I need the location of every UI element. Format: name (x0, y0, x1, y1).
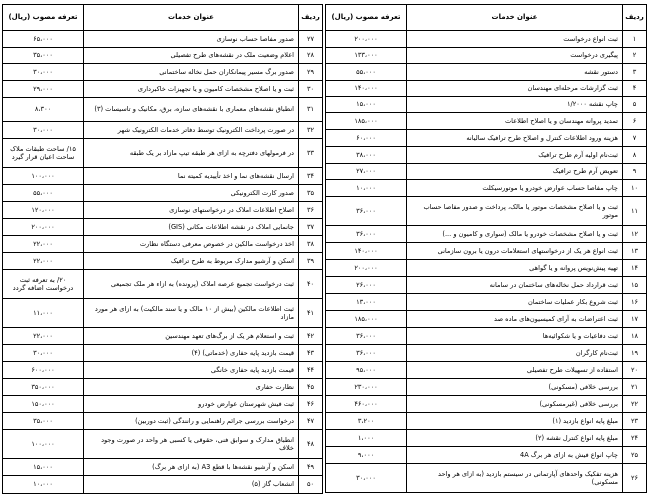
header-row-number: ردیف (622, 5, 646, 30)
service-title: صدور برگ مسیر پیمانکاران حمل نخاله ساختمانی (83, 64, 298, 80)
table-row (326, 430, 646, 447)
row-number: ۸ (622, 147, 646, 163)
table-row (326, 130, 646, 147)
service-title: بررسی خلافی (غیرمسکونی) (406, 396, 622, 412)
approved-fee: ۵۵،۰۰۰ (356, 67, 376, 76)
approved-fee: ۳،۲۰۰ (357, 416, 375, 425)
table-row (326, 311, 646, 328)
service-title: ثبت فیش شهرستان عوارض خودرو (83, 396, 298, 412)
row-number: ۵ (622, 97, 646, 112)
approved-fee: ۱۳۳،۰۰۰ (354, 51, 378, 60)
table-row (3, 476, 322, 493)
service-title: انشعاب گاز (۵) (83, 476, 298, 493)
approved-fee: ۱۸۵،۰۰۰ (354, 314, 378, 323)
approved-fee: ۱۵،۰۰۰ (356, 100, 376, 109)
row-number: ۵۰ (298, 476, 322, 493)
header-service-title: عنوان خدمات (406, 5, 622, 30)
approved-fee: ۳۶،۰۰۰ (356, 331, 376, 340)
service-title: ثبت درخواست تجمیع عرصه املاک (پرونده) به ازاء هر ملک تجمیعی (83, 270, 298, 298)
service-title: تهیه پیش‌نویس پروانه و یا گواهی (406, 260, 622, 276)
service-title: دستور نقشه (406, 64, 622, 80)
header-approved-fee: تعرفه مصوب (ریال) (8, 13, 78, 22)
table-row (3, 236, 322, 253)
table-row (326, 31, 646, 48)
row-number: ۲۵ (622, 447, 646, 463)
approved-fee: ۲۹،۰۰۰ (33, 84, 53, 93)
service-title: اخذ درخواست مالکین در خصوص معرفی دستگاه نظارت (83, 236, 298, 252)
table-row (326, 328, 646, 345)
service-title: چاپ مفاصا حساب عوارض خودرو یا موتورسیکلت (406, 180, 622, 196)
approved-fee: ۲۳۰،۰۰۰ (354, 382, 378, 391)
table-row (3, 31, 322, 48)
table-row (326, 48, 646, 64)
table-row (326, 180, 646, 197)
approved-fee: ۶۰،۰۰۰ (356, 133, 376, 142)
table-row (326, 447, 646, 464)
table-header (326, 5, 646, 31)
table-row (3, 219, 322, 236)
service-title: ارسال نقشه‌های نما و اخذ تأییدیه کمیته نما (83, 168, 298, 184)
approved-fee: ۲۲،۰۰۰ (33, 239, 53, 248)
approved-fee: ۳۰،۰۰۰ (356, 473, 376, 482)
row-number: ۳۹ (298, 253, 322, 269)
row-number: ۴۸ (298, 430, 322, 458)
table-row (326, 81, 646, 97)
service-title: ثبت شروع بکار عملیات ساختمان (406, 294, 622, 310)
row-number: ۲۱ (622, 379, 646, 395)
row-number: ۲۲ (622, 396, 646, 412)
service-title: اسکن و آرشیو مدارک مربوط به طرح ترافیک (83, 253, 298, 269)
row-number: ۲۹ (298, 64, 322, 80)
row-number: ۲ (622, 48, 646, 63)
service-title: در فرمولهای دفترچه به ازای هر طبقه تیپ مازاد بر یک طبقه (83, 139, 298, 167)
table-row (3, 202, 322, 219)
table-row (3, 459, 322, 476)
approved-fee: ۱۵۰،۰۰۰ (31, 399, 55, 408)
service-title: چاپ نقشه ۱/۲۰۰۰ (406, 97, 622, 112)
row-number: ۳۲ (298, 122, 322, 138)
row-number: ۲۶ (622, 464, 646, 492)
table-row (326, 64, 646, 81)
row-number: ۳۷ (298, 219, 322, 235)
service-title: صدور مفاصا حساب نوسازی (83, 31, 298, 47)
table-row (326, 345, 646, 362)
table-row (326, 243, 646, 260)
service-title: درخواست بررسی جرائم راهنمایی و رانندگی (ثبت دوربین) (83, 413, 298, 429)
approved-fee: ۳۵،۰۰۰ (33, 51, 53, 60)
table-row (326, 294, 646, 311)
approved-fee: ۳۸،۰۰۰ (356, 150, 376, 159)
approved-fee: ۱۰،۰۰۰ (356, 183, 376, 192)
approved-fee: ۲۰۰،۰۰۰ (354, 34, 378, 43)
service-title: نظارت حفاری (83, 379, 298, 395)
row-number: ۴۴ (298, 362, 322, 378)
table-row (326, 379, 646, 396)
approved-fee: ۱۵/ ساحت طبقات ملاک ساحت اعیان قرار گیرد (10, 144, 76, 161)
table-row (326, 97, 646, 113)
row-number: ۱۳ (622, 243, 646, 259)
service-title: ثبت و یا اصلاح مشخصات کامیون و یا تجهیزات خاکبرداری (83, 81, 298, 97)
table-row (3, 328, 322, 345)
table-row (3, 185, 322, 202)
service-title: ثبت اطلاعات مالکین (بیش از ۱۰ مالک و یا سند مالکیت) به ازای هر مورد مازاد (83, 299, 298, 327)
approved-fee: ۱۴۰،۰۰۰ (354, 84, 378, 93)
approved-fee: ۱۵،۰۰۰ (33, 462, 53, 471)
service-title: تمدید پروانه مهندسان و یا اصلاح اطلاعات (406, 113, 622, 129)
approved-fee: ۱۰۰،۰۰۰ (31, 171, 55, 180)
row-number: ۴۶ (298, 396, 322, 412)
table-row (326, 396, 646, 413)
approved-fee: ۲۲،۰۰۰ (33, 256, 53, 265)
row-number: ۱ (622, 31, 646, 47)
approved-fee: ۱۰۰،۰۰۰ (31, 439, 55, 448)
row-number: ۴۵ (298, 379, 322, 395)
approved-fee: ۸،۳۰۰ (34, 105, 52, 114)
table-row (326, 147, 646, 164)
approved-fee: ۱۳،۰۰۰ (356, 297, 376, 306)
service-title: اعلام وضعیت ملک در نقشه‌های طرح تفصیلی (83, 48, 298, 63)
row-number: ۴۱ (298, 299, 322, 327)
service-title: اسکن و آرشیو نقشه‌ها با قطع A3 (به ازای هر برگ) (83, 459, 298, 475)
table-row (3, 345, 322, 362)
table-row (326, 113, 646, 130)
service-title: ثبت انواع هر یک از درخواستهای استعلامات درون یا برون سازمانی (406, 243, 622, 259)
approved-fee: ۲۰/ به تعرفه ثبت درخواست اضافه گردد (12, 275, 74, 292)
service-title: ثبت‌نام اولیه آرم طرح ترافیک (406, 147, 622, 163)
row-number: ۱۸ (622, 328, 646, 344)
row-number: ۳۵ (298, 185, 322, 201)
row-number: ۳۱ (298, 98, 322, 121)
row-number: ۱۱ (622, 197, 646, 225)
approved-fee: ۹۵،۰۰۰ (356, 365, 376, 374)
fee-table-right (325, 4, 647, 493)
row-number: ۲۴ (622, 430, 646, 446)
table-body (3, 31, 322, 493)
approved-fee: ۹،۰۰۰ (357, 450, 375, 459)
approved-fee: ۳۵،۰۰۰ (33, 416, 53, 425)
service-title: ثبت گزارشات مرحله‌ای مهندسان (406, 81, 622, 96)
approved-fee: ۳۵۰،۰۰۰ (31, 382, 55, 391)
table-row (3, 81, 322, 98)
service-title: صدور کارت الکترونیکی (83, 185, 298, 201)
row-number: ۴۹ (298, 459, 322, 475)
table-row (3, 396, 322, 413)
service-title: چاپ انواع فیش به ازای هر برگ 4A (406, 447, 622, 463)
table-row (326, 362, 646, 379)
table-row (3, 430, 322, 459)
service-title: اصلاح اطلاعات املاک در درخواستهای نوسازی (83, 202, 298, 218)
service-title: قیمت بازدید پایه حفاری خانگی (83, 362, 298, 378)
table-row (326, 277, 646, 294)
approved-fee: ۶۰۰،۰۰۰ (31, 365, 55, 374)
service-title: ثبت‌نام کارگران (406, 345, 622, 361)
row-number: ۳۶ (298, 202, 322, 218)
service-title: ثبت و استعلام هر یک از برگ‌های تعهد مهندسین (83, 328, 298, 344)
row-number: ۴۳ (298, 345, 322, 361)
table-row (3, 270, 322, 299)
row-number: ۲۰ (622, 362, 646, 378)
row-number: ۲۸ (298, 48, 322, 63)
row-number: ۲۷ (298, 31, 322, 47)
approved-fee: ۳۰،۰۰۰ (33, 125, 53, 134)
table-row (3, 299, 322, 328)
row-number: ۳۴ (298, 168, 322, 184)
table-header (3, 5, 322, 31)
row-number: ۱۴ (622, 260, 646, 276)
approved-fee: ۳۶،۰۰۰ (356, 229, 376, 238)
service-title: مبلغ پایه انواع بازدید (۱) (406, 413, 622, 429)
approved-fee: ۲۰۰،۰۰۰ (354, 263, 378, 272)
approved-fee: ۲۷،۰۰۰ (356, 167, 376, 176)
table-row (326, 260, 646, 277)
row-number: ۱۹ (622, 345, 646, 361)
row-number: ۱۲ (622, 226, 646, 242)
table-row (3, 413, 322, 430)
service-title: پیگیری درخواست (406, 48, 622, 63)
service-title: ثبت قرارداد حمل نخاله‌های ساختمان در سامانه (406, 277, 622, 293)
row-number: ۲۳ (622, 413, 646, 429)
approved-fee: ۱۴۰،۰۰۰ (354, 246, 378, 255)
approved-fee: ۳۰،۰۰۰ (33, 348, 53, 357)
row-number: ۳ (622, 64, 646, 80)
row-number: ۱۶ (622, 294, 646, 310)
table-row (3, 48, 322, 64)
table-row (3, 168, 322, 185)
table-row (3, 98, 322, 122)
row-number: ۶ (622, 113, 646, 129)
row-number: ۹ (622, 164, 646, 179)
fee-table-left (2, 4, 323, 494)
row-number: ۴۲ (298, 328, 322, 344)
approved-fee: ۶۵،۰۰۰ (33, 34, 53, 43)
service-title: ثبت اعتراضات به آرای کمیسیون‌های ماده صد (406, 311, 622, 327)
service-title: قیمت بازدید پایه حفاری (خدماتی) (۴) (83, 345, 298, 361)
table-row (3, 362, 322, 379)
row-number: ۴ (622, 81, 646, 96)
header-service-title: عنوان خدمات (83, 5, 298, 30)
row-number: ۱۷ (622, 311, 646, 327)
service-title: هزینه ورود اطلاعات کنترل و اصلاح طرح ترافیک سالیانه (406, 130, 622, 146)
approved-fee: ۱۲۰،۰۰۰ (31, 205, 55, 214)
row-number: ۴۷ (298, 413, 322, 429)
table-row (326, 464, 646, 492)
row-number: ۷ (622, 130, 646, 146)
service-title: جانمایی املاک در نقشه اطلاعات مکانی (GIS) (83, 219, 298, 235)
service-title: استفاده از تسهیلات طرح تفصیلی (406, 362, 622, 378)
approved-fee: ۲۲،۰۰۰ (33, 331, 53, 340)
table-row (3, 122, 322, 139)
approved-fee: ۲۶،۰۰۰ (356, 280, 376, 289)
approved-fee: ۱۰،۰۰۰ (33, 480, 53, 489)
service-title: ثبت انواع درخواست (406, 31, 622, 47)
service-title: ثبت دفاعیات و یا شکوائیه‌ها (406, 328, 622, 344)
table-row (326, 197, 646, 226)
service-title: هزینه تفکیک واحدهای آپارتمانی در سیستم بازدید (به ازای هر واحد مسکونی) (406, 464, 622, 492)
table-row (3, 64, 322, 81)
service-title: در صورت پرداخت الکترونیک توسط دفاتر خدمات الکترونیک شهر (83, 122, 298, 138)
table-row (326, 226, 646, 243)
approved-fee: ۵۵،۰۰۰ (33, 188, 53, 197)
service-title: ثبت و یا اصلاح مشخصات خودرو یا مالک (سواری و کامیون و ...) (406, 226, 622, 242)
approved-fee: ۳۶،۰۰۰ (356, 348, 376, 357)
approved-fee: ۱،۰۰۰ (357, 433, 375, 442)
row-number: ۱۰ (622, 180, 646, 196)
service-title: انطباق مدارک و سوابق فنی، حقوقی یا کسبی هر واحد در صورت وجود خلاف (83, 430, 298, 458)
approved-fee: ۱۸۵،۰۰۰ (354, 116, 378, 125)
table-body (326, 31, 646, 492)
row-number: ۳۸ (298, 236, 322, 252)
approved-fee: ۳۶،۰۰۰ (356, 206, 376, 215)
service-title: مبلغ پایه انواع کنترل نقشه (۲) (406, 430, 622, 446)
service-title: انطباق نقشه‌های معماری با نقشه‌های سازه، برق، مکانیک و تاسیسات (۳) (83, 98, 298, 121)
header-row-number: ردیف (298, 5, 322, 30)
table-row (3, 379, 322, 396)
row-number: ۱۵ (622, 277, 646, 293)
header-approved-fee: تعرفه مصوب (ریال) (331, 13, 401, 22)
table-row (3, 253, 322, 270)
approved-fee: ۳۰،۰۰۰ (33, 67, 53, 76)
approved-fee: ۴۶۰،۰۰۰ (354, 399, 378, 408)
service-title: بررسی خلافی (مسکونی) (406, 379, 622, 395)
approved-fee: ۲۰۰،۰۰۰ (31, 222, 55, 231)
service-title: تعویض آرم طرح ترافیک (406, 164, 622, 179)
table-row (326, 413, 646, 430)
service-title: ثبت و یا اصلاح مشخصات موتور یا مالک، پرداخت و صدور مفاصا حساب موتور (406, 197, 622, 225)
row-number: ۴۰ (298, 270, 322, 298)
table-row (326, 164, 646, 180)
row-number: ۳۳ (298, 139, 322, 167)
approved-fee: ۱۱،۰۰۰ (33, 308, 53, 317)
row-number: ۳۰ (298, 81, 322, 97)
table-row (3, 139, 322, 168)
